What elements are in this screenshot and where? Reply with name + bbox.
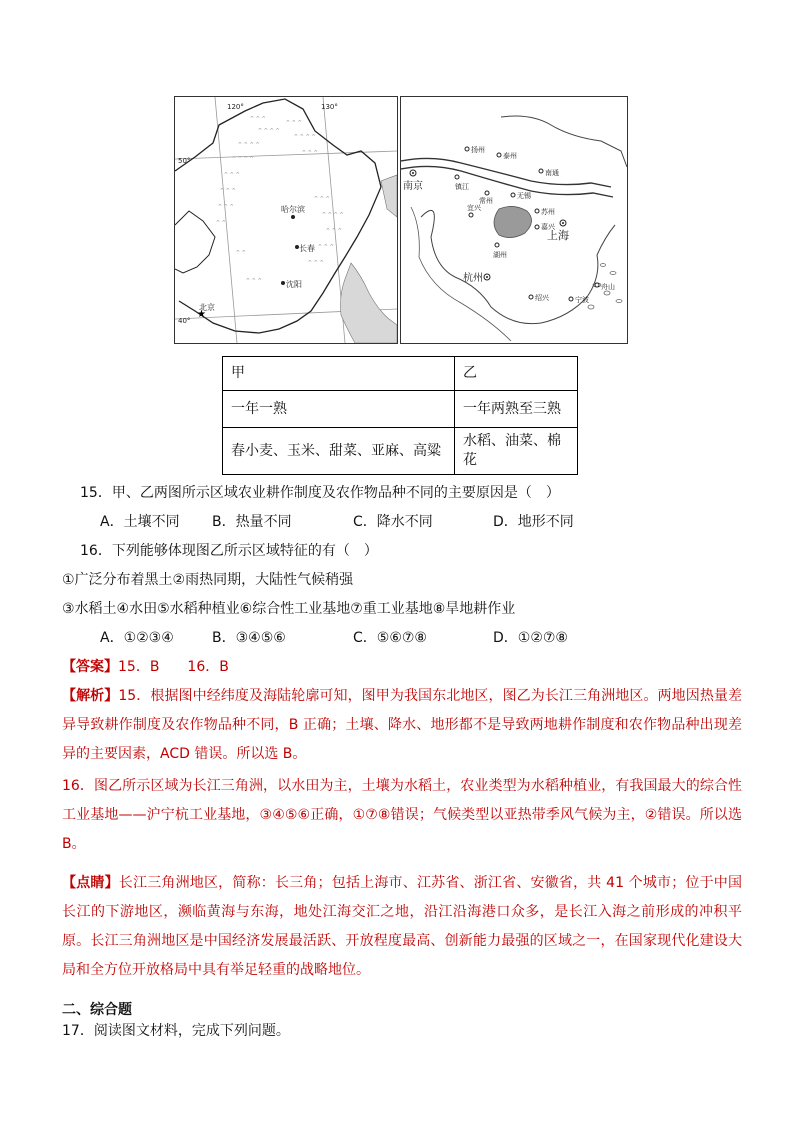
svg-text:⌃⌃⌃: ⌃⌃⌃ xyxy=(217,203,235,211)
comment-paragraph xyxy=(62,869,742,985)
comment-text: 长江三角洲地区，简称：长三角；包括上海市、江苏省、浙江省、安徽省，共 41 个城市；位于中国长江的下游地区，濒临黄海与东海，地处江海交汇之地，沿江沿海港口众多，是长江入海之前形成的冲积平原。长江三角洲地区是中国经济发展最活跃、开放程度最高、创新能力最强的区域之一，在国家现代化建设大局和全方位开放格局中具有举足轻重的战略地位。 xyxy=(62,875,743,978)
q15-option-a: A．土壤不同 xyxy=(100,514,180,530)
svg-text:⌃⌃⌃: ⌃⌃⌃ xyxy=(219,187,237,195)
city-suzhou: 苏州 xyxy=(541,208,555,216)
table-cell: 一年两熟至三熟 xyxy=(455,391,578,428)
yangtze-delta-map xyxy=(400,96,628,344)
q16-statement-line2: ③水稻土④水田⑤水稻种植业⑥综合性工业基地⑦重工业基地⑧旱地耕作业 xyxy=(62,601,516,617)
city-shaoxing: 绍兴 xyxy=(535,294,549,302)
table-row xyxy=(223,357,578,391)
svg-text:⌃⌃⌃⌃: ⌃⌃⌃⌃ xyxy=(257,127,281,135)
city-hangzhou: 杭州 xyxy=(463,273,483,284)
city-nantong: 南通 xyxy=(545,169,559,177)
svg-text:⌃⌃⌃: ⌃⌃⌃ xyxy=(325,227,343,235)
q15-option-b: B．热量不同 xyxy=(212,514,292,530)
svg-text:⌃⌃⌃⌃: ⌃⌃⌃⌃ xyxy=(237,141,261,149)
svg-text:⌃⌃⌃: ⌃⌃⌃ xyxy=(285,119,303,127)
lat-label-40: 40° xyxy=(178,317,191,325)
northeast-china-map xyxy=(174,96,398,344)
answer-text: 15．B 16．B xyxy=(118,659,229,675)
city-yixing: 宜兴 xyxy=(467,204,481,212)
q16-option-a: A．①②③④ xyxy=(100,630,174,646)
city-taizhou: 泰州 xyxy=(503,152,517,160)
table-cell: 甲 xyxy=(223,357,455,391)
q16-option-c: C．⑤⑥⑦⑧ xyxy=(353,630,427,646)
northeast-map-drawing xyxy=(175,97,397,343)
svg-text:⌃⌃: ⌃⌃ xyxy=(215,219,227,227)
city-changchun: 长春 xyxy=(299,244,315,253)
svg-text:⌃⌃⌃⌃: ⌃⌃⌃⌃ xyxy=(231,155,255,163)
q17-stem: 17．阅读图文材料，完成下列问题。 xyxy=(62,1023,290,1039)
svg-text:⌃⌃⌃: ⌃⌃⌃ xyxy=(223,171,241,179)
svg-text:⌃⌃⌃: ⌃⌃⌃ xyxy=(313,195,331,203)
svg-text:⌃⌃: ⌃⌃ xyxy=(235,249,247,257)
city-ningbo: 宁波 xyxy=(575,296,589,304)
capital-star-icon: ★ xyxy=(197,309,206,320)
city-zhenjiang: 镇江 xyxy=(455,183,469,191)
table-cell: 乙 xyxy=(455,357,578,391)
crop-comparison-table xyxy=(222,356,578,475)
city-shanghai: 上海 xyxy=(547,229,569,242)
svg-text:⌃⌃⌃: ⌃⌃⌃ xyxy=(249,115,267,123)
city-harbin: 哈尔滨 xyxy=(281,205,305,214)
lat-label-50: 50° xyxy=(178,157,191,165)
svg-text:⌃⌃⌃: ⌃⌃⌃ xyxy=(245,277,263,285)
answer-tag: 【答案】 xyxy=(62,659,118,675)
city-wuxi: 无锡 xyxy=(517,192,531,200)
q16-statement-line1: ①广泛分布着黑土②雨热同期，大陆性气候稍强 xyxy=(62,572,354,588)
table-row xyxy=(223,391,578,428)
q15-option-d: D．地形不同 xyxy=(493,514,574,530)
table-cell: 水稻、油菜、棉花 xyxy=(455,428,578,475)
svg-text:⌃⌃⌃⌃: ⌃⌃⌃⌃ xyxy=(293,133,317,141)
section-title: 二、综合题 xyxy=(62,1002,132,1018)
city-huzhou: 湖州 xyxy=(493,251,507,259)
lon-label-120: 120° xyxy=(227,103,244,111)
city-beijing: 北京 xyxy=(199,303,215,312)
city-yangzhou: 扬州 xyxy=(471,146,485,154)
analysis-text-15: 15．根据图中经纬度及海陆轮廓可知，图甲为我国东北地区，图乙为长江三角洲地区。两地因热量差异导致耕作制度及农作物品种不同，B 正确；土壤、降水、地形都不是导致两地耕作制度和农作物品种出现差异的主要因素，ACD 错误。所以选 B。 xyxy=(62,688,743,762)
analysis-paragraph-1 xyxy=(62,682,742,769)
city-jiaxing: 嘉兴 xyxy=(541,223,555,231)
table-cell: 一年一熟 xyxy=(223,391,455,428)
lon-label-130: 130° xyxy=(321,103,338,111)
city-zhoushan: 舟山 xyxy=(601,283,615,291)
q16-option-b: B．③④⑤⑥ xyxy=(212,630,286,646)
q16-stem: 16．下列能够体现图乙所示区域特征的有（ ） xyxy=(80,543,378,559)
answer-line xyxy=(62,657,229,677)
svg-text:⌃⌃⌃: ⌃⌃⌃ xyxy=(301,149,319,157)
analysis-paragraph-2: 16．图乙所示区域为长江三角洲，以水田为主，土壤为水稻土，农业类型为水稻种植业，有我国最大的综合性工业基地——沪宁杭工业基地，③④⑤⑥正确，①⑦⑧错误；气候类型以亚热带季风气候为主，②错误。所以选 B。 xyxy=(62,778,742,852)
q15-option-c: C．降水不同 xyxy=(353,514,433,530)
yangtze-map-drawing xyxy=(401,97,627,343)
table-row xyxy=(223,428,578,475)
analysis-tag: 【解析】 xyxy=(62,688,119,704)
city-nanjing: 南京 xyxy=(403,181,423,192)
q16-option-d: D．①②⑦⑧ xyxy=(493,630,568,646)
svg-text:⌃⌃⌃: ⌃⌃⌃ xyxy=(317,243,335,251)
table-cell: 春小麦、玉米、甜菜、亚麻、高粱 xyxy=(223,428,455,475)
city-shenyang: 沈阳 xyxy=(286,280,302,289)
svg-text:⌃⌃⌃⌃: ⌃⌃⌃⌃ xyxy=(321,211,345,219)
comment-tag: 【点睛】 xyxy=(62,875,119,891)
city-changzhou: 常州 xyxy=(479,197,493,205)
q15-stem: 15．甲、乙两图所示区域农业耕作制度及农作物品种不同的主要原因是（ ） xyxy=(80,485,560,501)
svg-text:⌃⌃⌃: ⌃⌃⌃ xyxy=(307,259,325,267)
